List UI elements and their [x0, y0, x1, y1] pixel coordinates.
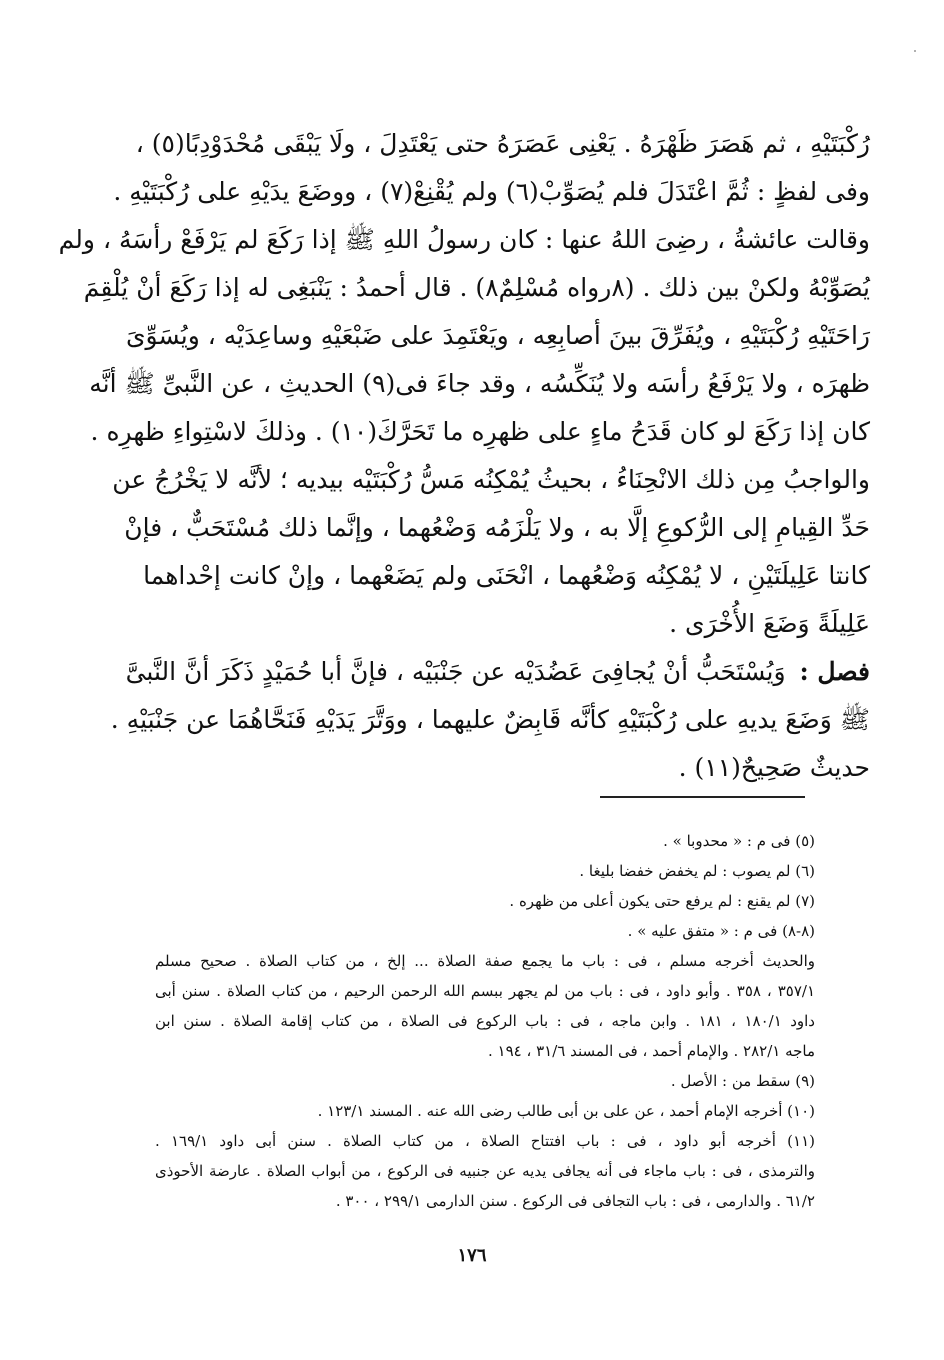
main-text-line: رُكْبَتَيْهِ ، ثم هَصَرَ ظَهْرَهُ . يَعْنِى عَصَرَهُ حتى يَعْتَدِلَ ، ولَا يَبْقَى مُحْدَوْدِبًا(٥) ،: [135, 129, 870, 158]
main-text-line: عَلِيلَةً وَضَعَ الأُخْرَى .: [669, 609, 870, 638]
footnote-line: (٦) لم يصوب : لم يخفض خفضا بليغا .: [579, 862, 815, 880]
main-text-line: رَاحَتَيْهِ رُكْبَتَيْهِ ، ويُفَرِّقَ بينَ أصابِعِه ، ويَعْتَمِدَ على ضَبْعَيْهِ وساعِدَيْه ، ويُسَوِّىَ: [125, 321, 870, 350]
fasl-heading: فصل :: [799, 657, 870, 686]
fasl-text: وَيُسْتَحَبُّ أنْ يُجافِىَ عَضُدَيْه عن جَنْبَيْه ، فإنَّ أبا حُمَيْدٍ ذَكَرَ أنَّ النَّبىَّ: [125, 657, 786, 686]
main-text-line: ظهرَه ، ولا يَرْفَعُ رأسَه ولا يُنَكِّسُه ، وقد جاءَ فى(٩) الحديثِ ، عن النَّبىِّ ﷺ أنَّه: [89, 369, 870, 398]
footnote-line: (٨-٨) فى م : « متفق عليه » .: [627, 922, 815, 940]
footnote-line: والحديث أخرجه مسلم ، فى : باب ما يجمع صفة الصلاة ... إلخ ، من كتاب الصلاة . صحيح مسلم: [155, 952, 815, 970]
footnote-line: (٧) لم يقنع : لم يرفع حتى يكون أعلى من ظهره .: [509, 892, 815, 910]
scan-speck: [914, 50, 916, 52]
fasl-first-line: [125, 648, 870, 696]
main-text-line: حديثٌ صَحِيحٌ(١١) .: [678, 753, 870, 782]
footnote-line: ماجه ٢٨٢/١ . والإمام أحمد ، فى المسند ٣١/٦ ، ١٩٤ .: [487, 1042, 815, 1060]
main-text-block: [58, 120, 870, 792]
footnotes-block: [155, 826, 815, 1216]
main-text-line: يُصَوِّبْهُ ولكنْ بين ذلك . (٨رواه مُسْلِمٌ٨) . قال أحمدُ : يَنْبَغِى له إذا رَكَعَ أنْ يُلْقِمَ: [83, 273, 870, 302]
footnote-line: (٩) سقط من : الأصل .: [670, 1072, 815, 1090]
main-text-line: كان إذا رَكَعَ لو كان قَدَحُ ماءٍ على ظهرِه ما تَحَرَّكَ(١٠) . وذلكَ لاسْتِواءِ ظهرِه .: [90, 417, 870, 446]
page-number: ١٧٦: [457, 1245, 487, 1266]
footnote-line: (١٠) أخرجه الإمام أحمد ، عن على بن أبى طالب رضى الله عنه . المسند ١٢٣/١ .: [317, 1102, 815, 1120]
footnote-line: (٥) فى م : « محدوبا » .: [663, 832, 815, 850]
main-text-line: والواجبُ مِن ذلك الانْحِنَاءُ ، بحيثُ يُمْكِنُه مَسُّ رُكْبَتَيْه بيديه ؛ لأنَّه لا يَخْرُجُ عن: [112, 465, 870, 494]
main-text-line: حَدِّ القِيامِ إلى الرُّكوعِ إلَّا به ، ولا يَلْزَمُه وَضْعُهما ، وإنَّما ذلك مُسْتَحَبٌّ ، فإنْ: [124, 513, 870, 542]
footnote-line: ٣٥٧/١ ، ٣٥٨ . وأبو داود ، فى : باب من لم يجهر ببسم الله الرحمن الرحيم ، من كتاب الصلاة . سنن أبى: [155, 982, 815, 1000]
main-text-line: وقالت عائشةُ ، رضِىَ اللهُ عنها : كان رسولُ اللهِ ﷺ إذا رَكَعَ لم يَرْفَعْ رأسَهُ ، ولم: [58, 225, 870, 254]
main-text-line: وفى لفظٍ : ثُمَّ اعْتَدَلَ فلم يُصَوِّبْ(٦) ولم يُقْنِعْ(٧) ، ووضَعَ يدَيْهِ على رُكْبَتَيْهِ .: [113, 177, 870, 206]
main-text-line: كانتا عَلِيلَتَيْنِ ، لا يُمْكِنُه وَضْعُهما ، انْحَنَى ولم يَضَعْهما ، وإنْ كانت إحْداهما: [143, 561, 870, 590]
main-text-line: ﷺ وَضَعَ يديهِ على رُكْبَتَيْهِ كأنَّه قَابِضٌ عليهما ، ووَتَّرَ يَدَيْهِ فَنَحَّاهُمَا عن جَنْبَيْهِ .: [110, 705, 870, 734]
footnote-line: (١١) أخرجه أبو داود ، فى : باب افتتاح الصلاة ، من كتاب الصلاة . سنن أبى داود ١٦٩/١ .: [155, 1132, 815, 1150]
footnote-line: داود ١٨٠/١ ، ١٨١ . وابن ماجه ، فى : باب الركوع فى الصلاة ، من كتاب إقامة الصلاة . سنن ابن: [155, 1012, 815, 1030]
footnote-line: ٦١/٢ . والدارمى ، فى : باب التجافى فى الركوع . سنن الدارمى ٢٩٩/١ ، ٣٠٠ .: [335, 1192, 815, 1210]
footnote-divider: [600, 796, 805, 798]
footnote-line: والترمذى ، فى : باب ماجاء فى أنه يجافى يديه عن جنبيه فى الركوع ، من أبواب الصلاة . عارضة الأحوذى: [155, 1162, 815, 1180]
